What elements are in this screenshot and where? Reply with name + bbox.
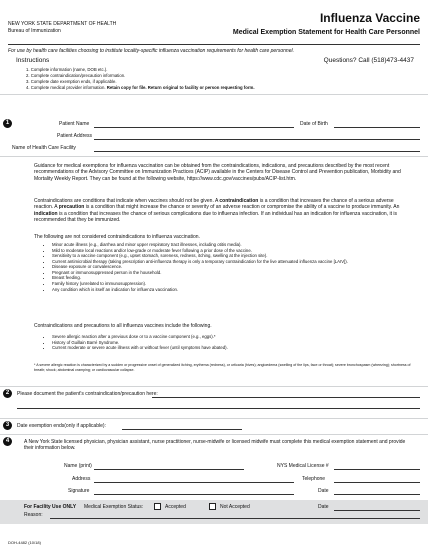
list-item: • Disease exposure or convalescence. [52, 264, 412, 270]
license-field[interactable] [334, 469, 420, 470]
definitions-text-c: is a condition that might increase the chance or severity of an adverse reaction or compromise the ability of a vaccine to produce immunity. An [84, 204, 400, 211]
indication-term: indication [34, 210, 58, 217]
list-item: • Family history (unrelated to immunosuppression). [52, 281, 412, 287]
accepted-checkbox[interactable] [154, 503, 161, 510]
form-subtitle: Medical Exemption Statement for Health Care Personnel [232, 29, 420, 36]
list-item: • Sensitivity to a vaccine component (e.g., upset stomach, soreness, redness, itching, swelling at the injection site). [52, 253, 412, 259]
signature-label: Signature [68, 488, 90, 494]
telephone-label: Telephone [302, 476, 326, 482]
guidance-paragraph: Guidance for medical exemptions for influenza vaccination can be obtained from the contraindications, indications, and precautions described by the most recent recommendations of the Advisory Committee on Immunization Practices (ACIP) available in the Centers for Disease Control and Prevention publication, Morbidity and Mortality Weekly Report. They can be found at the following website, https://www.cdc.gov/vaccines/pubs/ACIP-list.htm. [34, 163, 401, 182]
accepted-label: Accepted [165, 504, 186, 510]
precaution-term: precaution [58, 204, 85, 211]
section-3-number: 3 [3, 421, 12, 430]
patient-address-label: Patient Address [57, 133, 93, 139]
definitions-text-b: is a condition that increases the chance of a serious adverse reaction. A [34, 198, 394, 211]
questions-phone: Questions? Call (518)473-4437 [323, 57, 414, 64]
section-2-band [0, 386, 428, 387]
signature-date-field[interactable] [334, 494, 420, 495]
office-date-field[interactable] [334, 510, 420, 511]
instruction-step-4-text: 4. Complete medical provider information. [26, 85, 106, 90]
telephone-field[interactable] [334, 482, 420, 483]
office-date-label: Date [318, 504, 329, 510]
contraindications-heading: Contraindications and precautions to all influenza vaccines include the following. [34, 323, 212, 329]
list-item: • Mild to moderate local reactions and/or low-grade or moderate fever following a prior dose of the vaccine. [52, 248, 412, 254]
not-contraindications-list [44, 242, 412, 292]
header-rule [8, 44, 420, 45]
contraindication-text-line-2[interactable] [17, 408, 420, 409]
facility-name-field[interactable] [94, 151, 420, 152]
section-1-number: 1 [3, 119, 12, 128]
not-accepted-label: Not Accepted [220, 504, 250, 510]
section-3-band [0, 418, 428, 419]
patient-name-field[interactable] [94, 127, 294, 128]
reason-field[interactable] [50, 518, 420, 519]
contraindications-list [44, 334, 412, 351]
section-4-number: 4 [3, 437, 12, 446]
instruction-step-4-bold: Retain copy for file. Return original to facility or person requesting form. [105, 85, 255, 90]
list-item: • Pregnant or immunosuppressed person in the household. [52, 270, 412, 276]
list-item: • History of Guillain Barré Syndrome. [52, 340, 412, 346]
patient-address-field[interactable] [94, 139, 420, 140]
instruction-step-2: 2. Complete contraindication/precaution information. [26, 73, 126, 78]
definitions-text-d: is a condition that increases the chance of serious complications due to influenza infection. If an individual has an indication for influenza vaccination, it is recommended that they be immunized. [34, 210, 397, 223]
list-item: • Any condition which is itself an indication for influenza vaccination. [52, 287, 412, 293]
bureau-name: Bureau of Immunization [8, 28, 61, 34]
section-2-label: Please document the patient's contraindication/precaution here: [17, 391, 158, 397]
instruction-step-4 [26, 85, 416, 91]
date-of-birth-field[interactable] [334, 127, 420, 128]
reason-label: Reason: [24, 512, 43, 518]
instruction-step-1: 1. Complete information (name, DOB etc.). [26, 67, 108, 72]
section-4-text: A New York State licensed physician, physician assistant, nurse practitioner, nurse-midwife or licensed midwife must complete this medical exemption statement and provide their information below. [24, 439, 406, 452]
exemption-status-label: Medical Exemption Status: [84, 504, 144, 510]
provider-name-label: Name (print) [64, 463, 92, 469]
form-number: DOH-4482 (10/18) [8, 540, 41, 545]
instruction-step-3: 3. Complete date exemption ends, if applicable. [26, 79, 117, 84]
exemption-end-date-field[interactable] [122, 429, 242, 430]
not-contraindications-heading: The following are not considered contraindications to influenza vaccination. [34, 234, 200, 240]
signature-field[interactable] [94, 494, 294, 495]
definitions-text-a: Contraindications are conditions that indicate when vaccines should not be given. A [34, 198, 220, 204]
instructions-heading: Instructions [16, 57, 50, 64]
provider-address-field[interactable] [94, 482, 294, 483]
date-of-birth-label: Date of Birth [300, 121, 328, 127]
facility-name-label: Name of Health Care Facility [12, 145, 76, 151]
list-item: • Breast feeding. [52, 275, 412, 281]
contraindication-term: contraindication [219, 198, 259, 204]
list-item: • Severe allergic reaction after a previous dose or to a vaccine component (e.g., eggs).* [52, 334, 412, 340]
license-label: NYS Medical License # [277, 463, 329, 469]
section-1-bottom [0, 156, 428, 157]
list-item: • Current antimicrobial therapy (taking prescription anti-influenza therapy is only a temporary contraindication for the live attenuated influenza vaccine [LAIV]). [52, 259, 412, 265]
patient-name-label: Patient Name [59, 121, 90, 127]
section-4-band [0, 434, 428, 435]
provider-address-label: Address [72, 476, 91, 482]
signature-date-label: Date [318, 488, 329, 494]
list-item: • Minor acute illness (e.g., diarrhea and minor upper respiratory tract illnesses, including otitis media). [52, 242, 412, 248]
section-1-band [0, 94, 428, 95]
contraindication-text-field[interactable] [152, 397, 420, 398]
facility-use-heading: For Facility Use ONLY [24, 504, 77, 510]
agency-name: NEW YORK STATE DEPARTMENT OF HEALTH [8, 21, 117, 27]
allergy-footnote: * A severe allergic reaction is characterized by a sudden or progressive onset of generalized itching, erythema (redness), or urticaria (hives); angioedema (swelling of the lips, face or throat); severe bronchospasm (wheezing); shortness of breath; shock; abdominal cramping; or cardiovascular collapse. [34, 363, 411, 373]
not-accepted-checkbox[interactable] [209, 503, 216, 510]
section-2-number: 2 [3, 389, 12, 398]
provider-name-field[interactable] [94, 469, 244, 470]
intro-text: For use by health care facilities choosing to institute locality-specific influenza vaccination requirements for health care personnel. [8, 48, 294, 54]
form-title: Influenza Vaccine [319, 11, 420, 25]
section-3-label: Date exemption ends(only if applicable): [17, 423, 106, 429]
definitions-paragraph [34, 198, 410, 223]
list-item: • Current moderate or severe acute illness with or without fever (until symptoms have abated). [52, 345, 412, 351]
